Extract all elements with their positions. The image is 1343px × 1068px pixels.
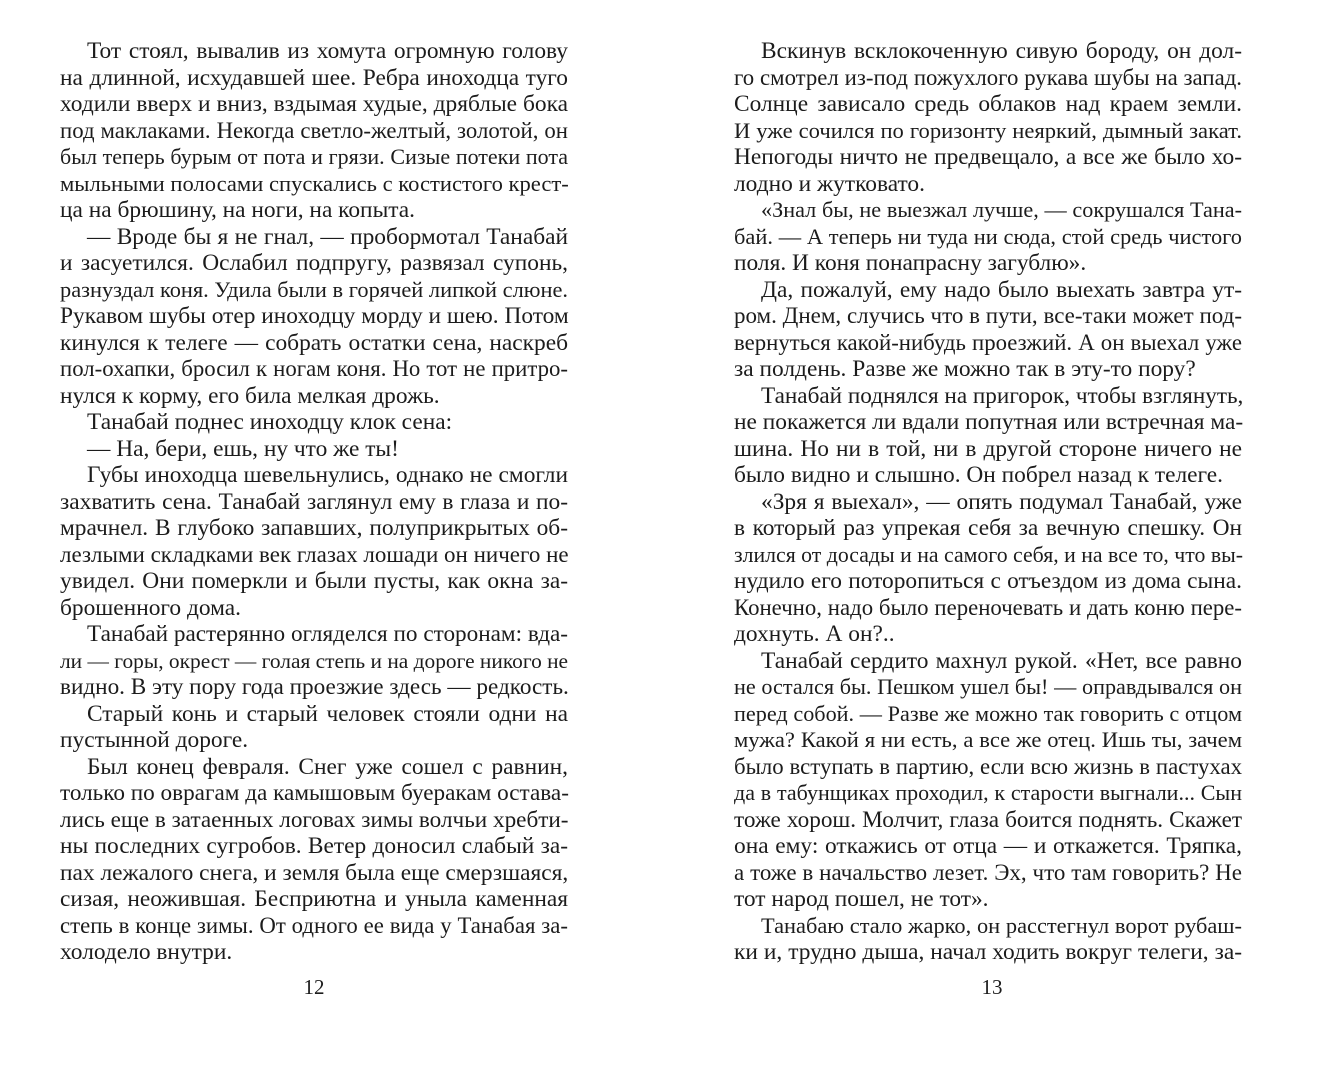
text-line: не покажется ли вдали попутная или встречная ма-	[734, 409, 1244, 435]
text-line: го смотрел из-под пожухлого рукава шубы на запад.	[734, 64, 1242, 90]
text-line: ца на брюшину, на ноги, на копыта.	[60, 197, 416, 223]
text-line: злился от досады и на самого себя, и на все то, что вы-	[734, 542, 1244, 567]
text-line: дохнуть. А он?..	[734, 621, 895, 647]
text-line: — Вроде бы я не гнал, — пробормотал Танабай	[87, 223, 568, 250]
text-line: разнуздал коня. Удила были в горячей липкой слюне.	[60, 276, 568, 302]
text-line: ны последних сугробов. Ветер доносил слабый за-	[60, 833, 568, 859]
text-line: «Знал бы, не выезжал лучше, — сокрушался Тана-	[761, 197, 1242, 222]
text-line: — На, бери, ешь, ну что же ты!	[87, 435, 399, 462]
text-line: ли — горы, окрест — голая степь и на дороге никого не	[60, 648, 569, 673]
text-line: лись еще в затаенных логовах зимы волчьи хребти-	[60, 806, 569, 833]
left-page-text	[60, 38, 568, 966]
text-line: бай. — А теперь ни туда ни сюда, стой средь чистого	[734, 223, 1242, 249]
text-line: И уже сочился по горизонту неяркий, дымный закат.	[734, 117, 1242, 143]
text-line: ки и, трудно дыша, начал ходить вокруг телеги, за-	[734, 939, 1242, 965]
text-line: перед собой. — Разве же можно так говорить с отцом	[734, 700, 1242, 726]
right-page-number: 13	[981, 975, 1003, 999]
text-line: на длинной, исхудавшей шее. Ребра иноходца туго	[60, 64, 568, 91]
text-line: поля. И коня понапрасну загублю».	[734, 250, 1087, 276]
text-line: вернуться какой-нибудь проезжий. А он выехал уже	[734, 329, 1242, 355]
text-line: пах лежалого снега, и земля была еще смерзшаяся,	[60, 859, 569, 886]
text-line: пол-охапки, бросил к ногам коня. Но тот не притро-	[60, 356, 568, 381]
text-line: мужа? Какой я ни есть, а все же отец. Ишь ты, зачем	[734, 727, 1242, 752]
text-line: степь в конце зимы. От одного ее вида у Танабая за-	[60, 912, 568, 938]
text-line: да в табунщиках проходил, к старости выгнали... Сын	[734, 780, 1242, 805]
text-line: кинулся к телеге — собрать остатки сена, наскреб	[60, 329, 568, 356]
text-line: сизая, неожившая. Бесприютна и уныла каменная	[60, 886, 568, 912]
text-line: Танабай поднялся на пригорок, чтобы взглянуть,	[761, 382, 1244, 409]
text-line: Был конец февраля. Снег уже сошел с равнин,	[87, 753, 568, 780]
text-line: Танабай поднес иноходцу клок сена:	[87, 409, 453, 435]
text-line: под маклаками. Некогда светло-желтый, золотой, он	[60, 117, 568, 143]
text-line: Танабаю стало жарко, он расстегнул ворот рубаш-	[761, 912, 1242, 938]
text-line: тоже хорош. Молчит, глаза боится поднять. Скажет	[734, 806, 1242, 833]
text-line: брошенного дома.	[60, 594, 241, 621]
text-line: за полдень. Разве же можно так в эту-то пору?	[734, 356, 1196, 382]
text-line: Солнце зависало средь облаков над краем земли.	[734, 91, 1242, 117]
text-line: ходили вверх и вниз, вздымая худые, дряблые бока	[60, 91, 568, 117]
left-page-number: 12	[303, 975, 325, 999]
text-line: пустынной дороге.	[60, 727, 249, 753]
text-line: Конечно, надо было переночевать и дать коню пере-	[734, 594, 1242, 620]
text-line: а тоже в начальство лезет. Эх, что там говорить? Не	[734, 859, 1242, 885]
text-line: в который раз упрекая себя за вечную спешку. Он	[734, 515, 1242, 541]
text-line: Рукавом шубы отер иноходцу морду и шею. Потом	[60, 303, 569, 329]
right-page-text	[734, 38, 1242, 966]
text-line: Танабай сердито махнул рукой. «Нет, все равно	[761, 647, 1242, 674]
text-line: Да, пожалуй, ему надо было выехать завтра ут-	[761, 276, 1242, 303]
text-line: холодело внутри.	[60, 939, 233, 965]
text-line: лодно и жутковато.	[734, 170, 925, 197]
text-line: нудило его поторопиться с отъездом из дома сына.	[734, 568, 1242, 594]
text-line: Танабай растерянно огляделся по сторонам: вда-	[87, 621, 569, 647]
text-line: увидел. Они померкли и были пусты, как окна за-	[60, 568, 568, 594]
text-line: тот народ пошел, не тот».	[734, 886, 989, 912]
text-line: Непогоды ничто не предвещало, а все же было хо-	[734, 144, 1242, 170]
text-line: было вступать в партию, если всю жизнь в пастухах	[734, 753, 1242, 779]
text-line: мыльными полосами спускались с костистого крест-	[60, 170, 569, 196]
left-page	[60, 38, 568, 966]
text-line: было видно и слышно. Он побрел назад к телеге.	[734, 462, 1224, 488]
text-line: Губы иноходца шевельнулись, однако не смогли	[87, 462, 568, 488]
text-line: нулся к корму, его била мелкая дрожь.	[60, 382, 440, 409]
text-line: захватить сена. Танабай заглянул ему в глаза и по-	[60, 488, 568, 515]
text-line: видно. В эту пору года проезжие здесь — редкость.	[60, 674, 569, 700]
text-line: Вскинув всклокоченную сивую бороду, он дол-	[761, 38, 1242, 64]
text-line: Тот стоял, вывалив из хомута огромную голову	[87, 38, 568, 64]
text-line: ром. Днем, случись что в пути, все-таки может под-	[734, 303, 1242, 328]
right-page	[734, 38, 1242, 966]
text-line: только по оврагам да камышовым буеракам остава-	[60, 780, 569, 806]
text-line: и засуетился. Ослабил подпругу, развязал супонь,	[60, 250, 568, 276]
text-line: шина. Но ни в той, ни в другой стороне ничего не	[734, 435, 1242, 462]
text-line: мрачнел. В глубоко запавших, полуприкрытых об-	[60, 515, 568, 541]
text-line: «Зря я выехал», — опять подумал Танабай, уже	[761, 488, 1242, 515]
text-line: был теперь бурым от пота и грязи. Сизые потеки пота	[60, 144, 568, 169]
text-line: она ему: откажись от отца — и откажется. Тряпка,	[734, 833, 1242, 859]
text-line: не остался бы. Пешком ушел бы! — оправдывался он	[734, 674, 1242, 699]
text-line: Старый конь и старый человек стояли одни на	[87, 700, 568, 727]
text-line: лезлыми складками век глазах лошади он ничего не	[60, 541, 569, 567]
